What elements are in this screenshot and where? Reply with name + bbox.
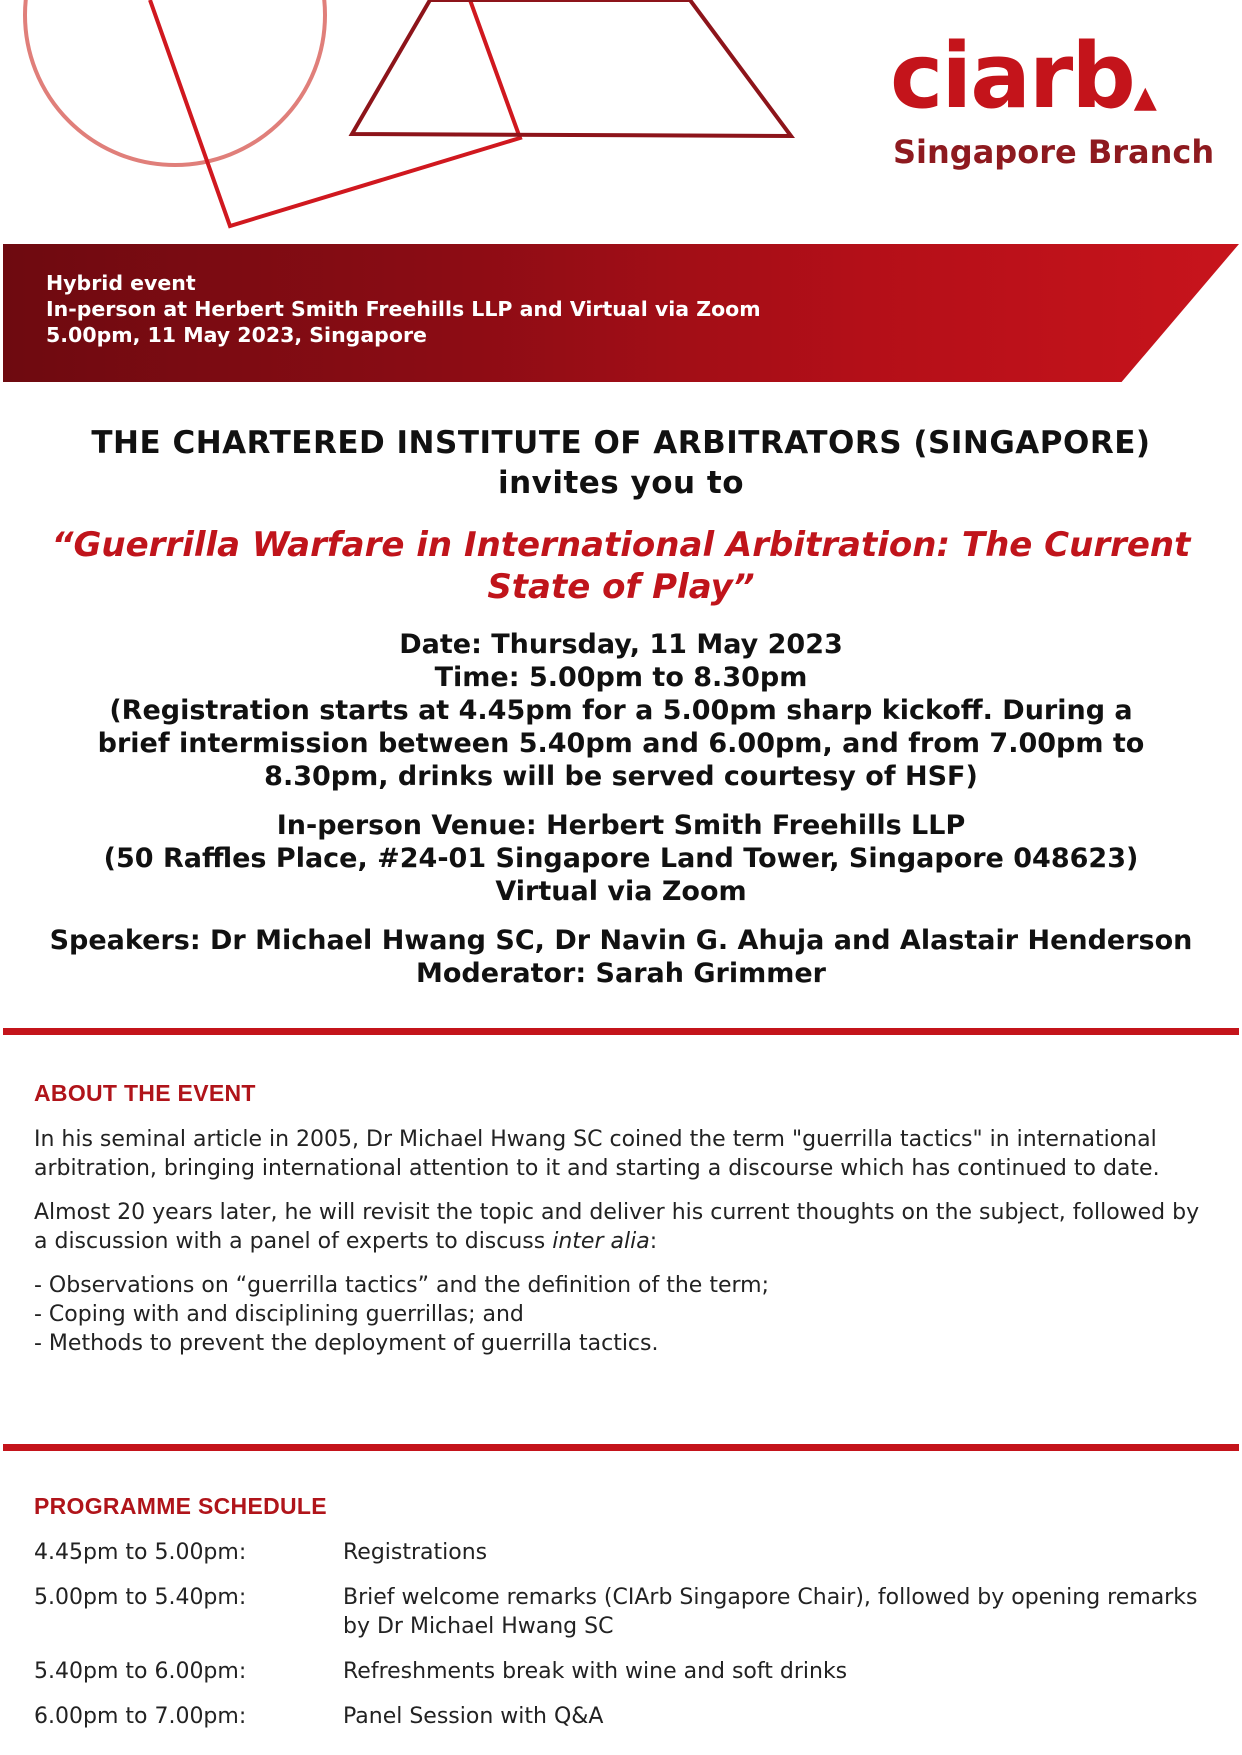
schedule-description: Refreshments break with wine and soft drinks bbox=[343, 1659, 848, 1684]
banner-text bbox=[46, 270, 761, 348]
header-geometric-decoration bbox=[0, 0, 880, 240]
venue-address: (50 Raffles Place, #24-01 Singapore Land Tower, Singapore 048623) bbox=[103, 843, 1139, 874]
about-bullet-list bbox=[34, 1271, 1214, 1358]
schedule-time: 5.00pm to 5.40pm: bbox=[34, 1585, 247, 1610]
venue-name: In-person Venue: Herbert Smith Freehills LLP bbox=[276, 810, 966, 841]
banner-event-type: Hybrid event bbox=[46, 271, 196, 295]
organisation-name: THE CHARTERED INSTITUTE OF ARBITRATORS (SINGAPORE) bbox=[91, 425, 1151, 461]
section-divider bbox=[3, 1028, 1239, 1035]
schedule-time: 5.40pm to 6.00pm: bbox=[34, 1659, 247, 1684]
invitation-heading bbox=[0, 423, 1242, 503]
schedule-description: Panel Session with Q&A bbox=[343, 1704, 604, 1729]
moderator: Moderator: Sarah Grimmer bbox=[415, 958, 826, 989]
event-date: Date: Thursday, 11 May 2023 bbox=[399, 629, 843, 660]
schedule-description: Brief welcome remarks (CIArb Singapore Chair), followed by opening remarks by Dr Michael Hwang SC bbox=[343, 1585, 1198, 1639]
date-time-block bbox=[0, 628, 1242, 793]
schedule-heading: PROGRAMME SCHEDULE bbox=[34, 1493, 327, 1519]
event-time: Time: 5.00pm to 8.30pm bbox=[434, 662, 808, 693]
list-item: - Methods to prevent the deployment of guerrilla tactics. bbox=[34, 1331, 659, 1356]
decorative-circle bbox=[25, 0, 325, 165]
section-divider bbox=[3, 1444, 1239, 1451]
invite-line: invites you to bbox=[497, 465, 745, 501]
list-item: - Coping with and disciplining guerrillas; and bbox=[34, 1302, 524, 1327]
about-body bbox=[34, 1125, 1214, 1358]
venue-block bbox=[0, 809, 1242, 908]
about-paragraph-2: Almost 20 years later, he will revisit the topic and deliver his current thoughts on the subject, followed by a discussion with a panel of experts to discuss inter alia: bbox=[34, 1200, 1200, 1254]
event-title: “Guerrilla Warfare in International Arbitration: The Current State of Play” bbox=[51, 525, 1191, 607]
banner-venue: In-person at Herbert Smith Freehills LLP and Virtual via Zoom bbox=[46, 297, 761, 321]
virtual-venue: Virtual via Zoom bbox=[495, 876, 747, 907]
banner-datetime: 5.00pm, 11 May 2023, Singapore bbox=[46, 323, 427, 347]
decorative-triangle bbox=[352, 0, 791, 136]
logo-branch-label: Singapore Branch bbox=[893, 133, 1215, 171]
schedule-time: 6.00pm to 7.00pm: bbox=[34, 1704, 247, 1729]
list-item: - Observations on “guerrilla tactics” and the definition of the term; bbox=[34, 1273, 769, 1298]
decorative-square bbox=[150, 0, 520, 226]
about-paragraph-1: In his seminal article in 2005, Dr Michael Hwang SC coined the term "guerrilla tactics" in international arbitration, bringing international attention to it and starting a discourse which has continued to date. bbox=[34, 1127, 1160, 1181]
registration-note: (Registration starts at 4.45pm for a 5.00pm sharp kickoff. During a brief intermission between 5.40pm and 6.00pm, and from 7.00pm to 8.30pm, drinks will be served courtesy of HSF) bbox=[97, 695, 1145, 792]
schedule-time: 4.45pm to 5.00pm: bbox=[34, 1540, 247, 1565]
ciarb-logo: ciarb▲ bbox=[890, 24, 1155, 129]
speakers-block bbox=[0, 924, 1242, 990]
about-heading: ABOUT THE EVENT bbox=[34, 1080, 256, 1106]
schedule-description: Registrations bbox=[343, 1540, 488, 1565]
speakers: Speakers: Dr Michael Hwang SC, Dr Navin G. Ahuja and Alastair Henderson bbox=[49, 925, 1193, 956]
